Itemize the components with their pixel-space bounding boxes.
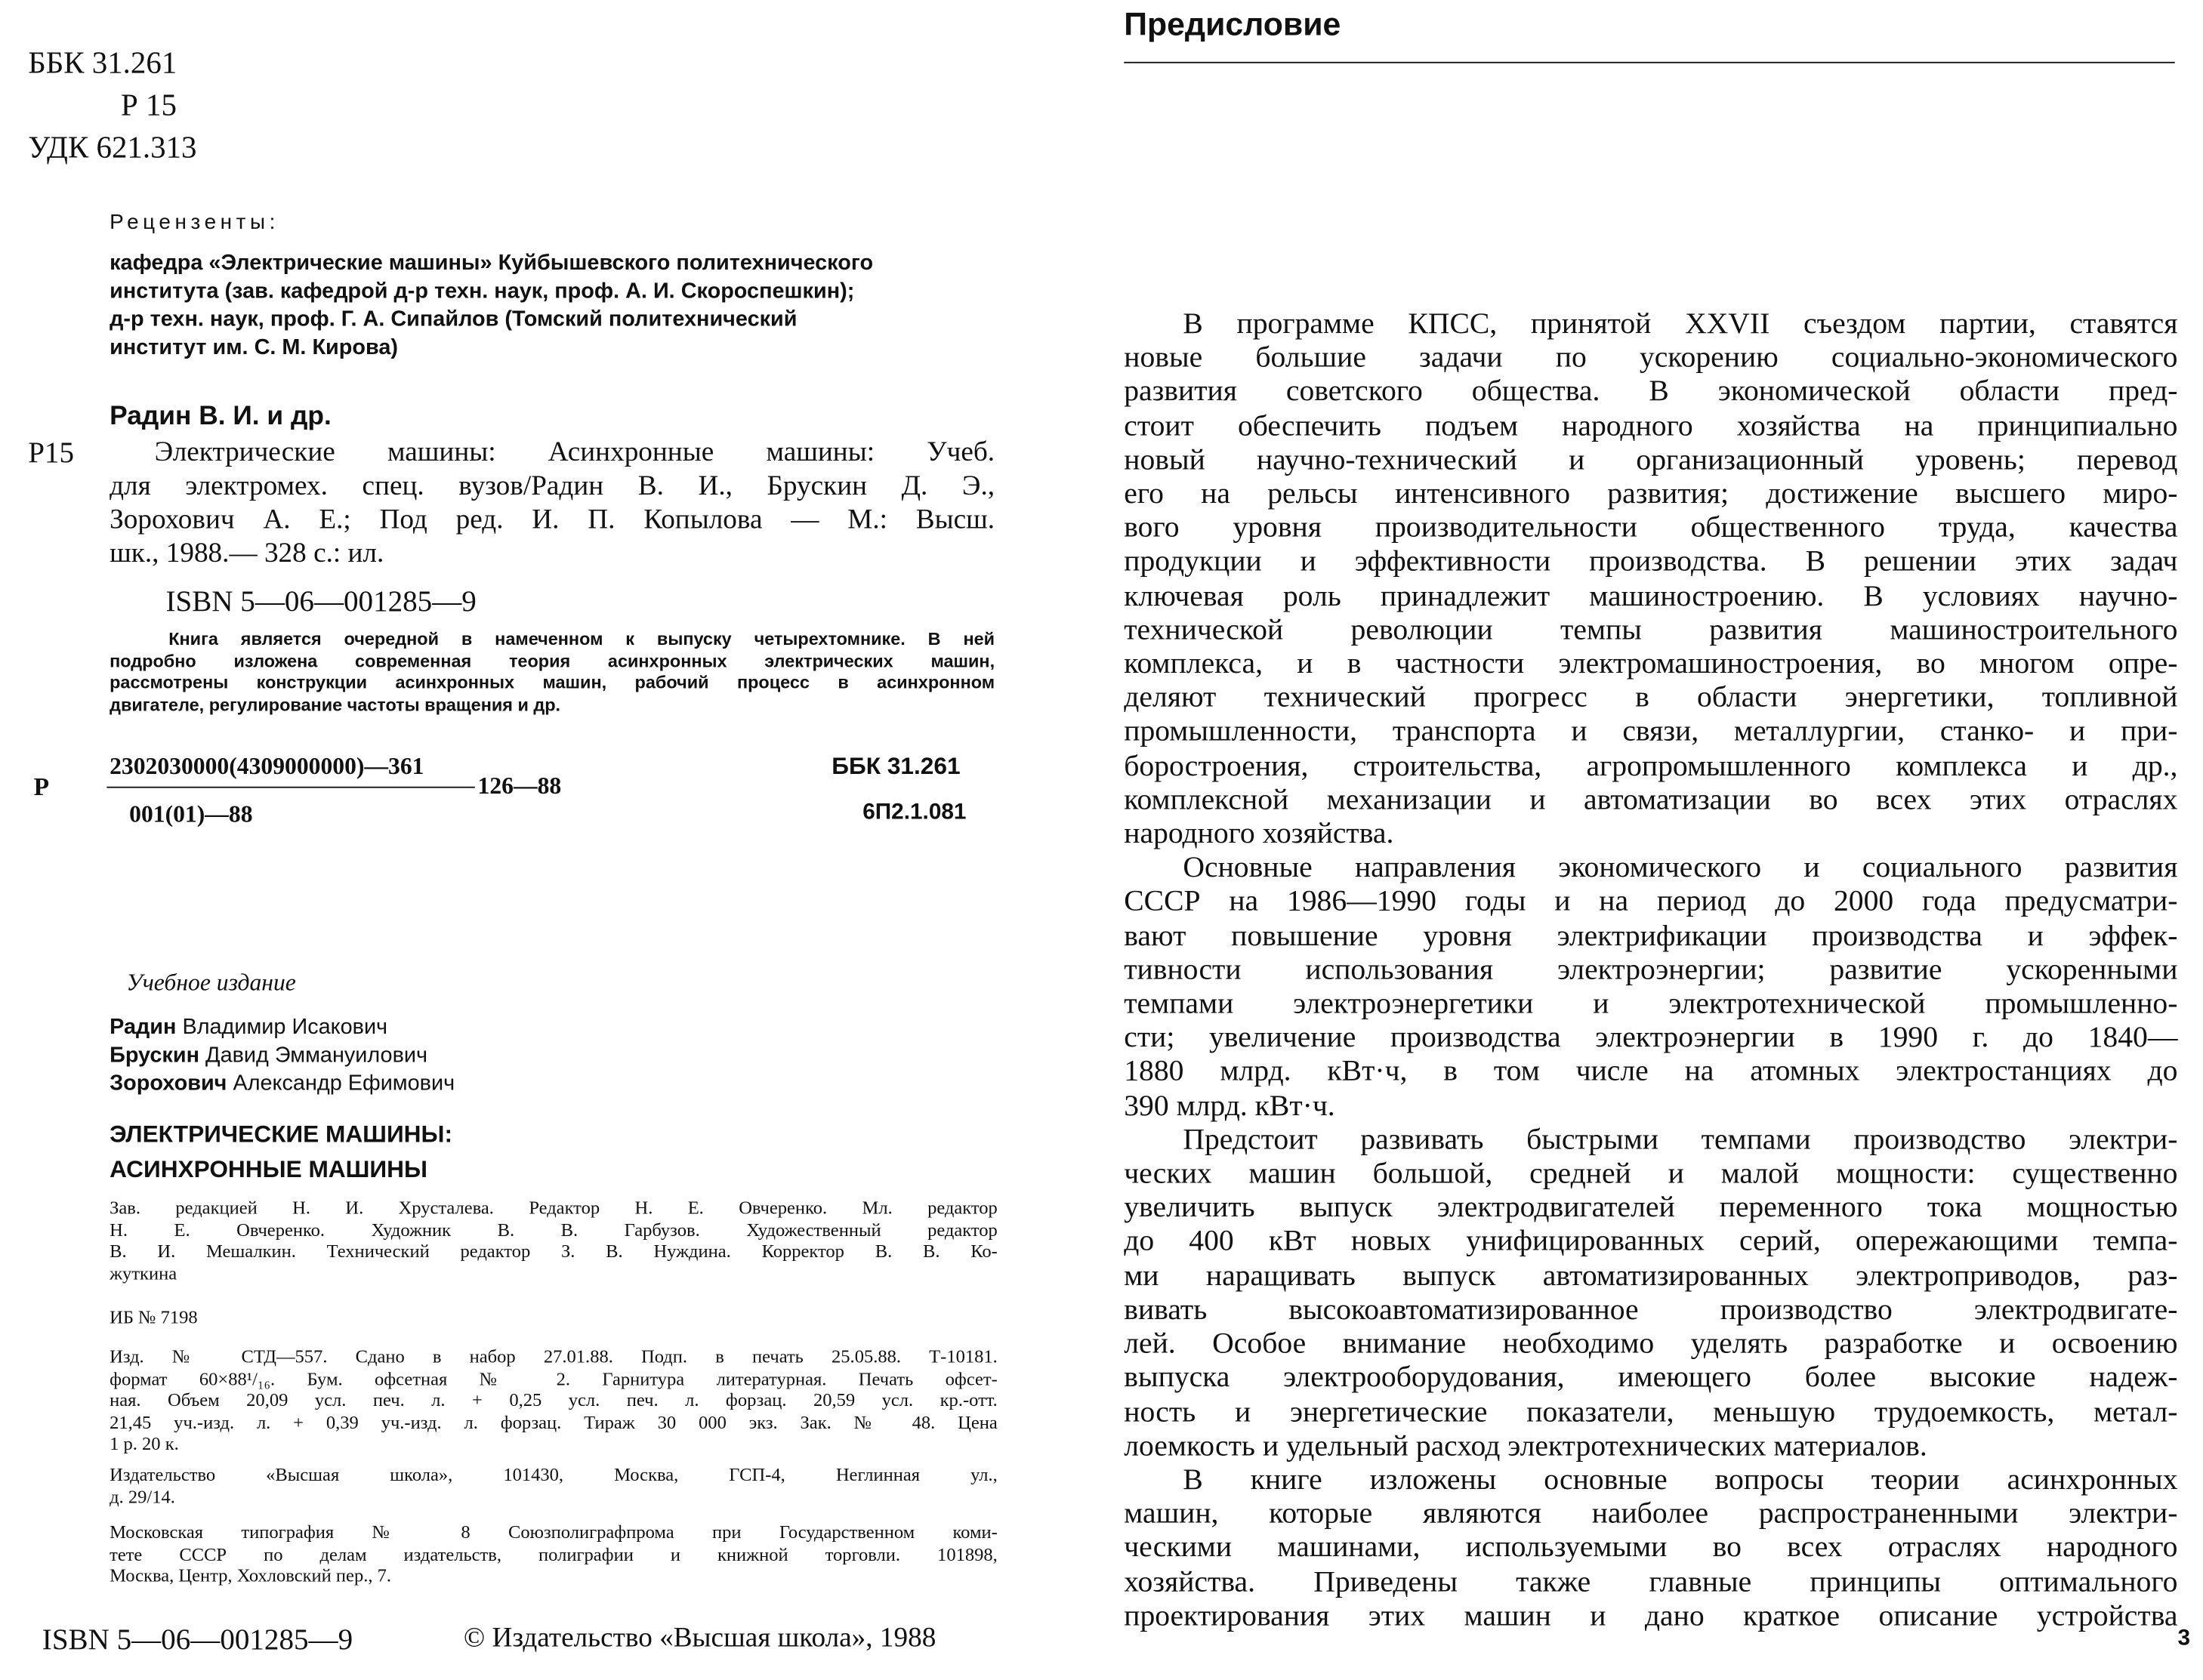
text-line: увеличить выпуск электродвигателей переменного тока мощностью bbox=[1124, 1190, 2178, 1224]
text-line: боростроения, строительства, агропромышленного комплекса и др., bbox=[1124, 748, 2178, 782]
index-suffix: 126—88 bbox=[477, 772, 562, 800]
author bbox=[110, 1042, 455, 1070]
text-line: рассмотрены конструкции асинхронных машин, рабочий процесс в асинхронном bbox=[110, 673, 995, 693]
text-line: двигателе, регулирование частоты вращения и др. bbox=[110, 694, 561, 714]
text-line: ная. Объем 20,09 усл. печ. л. + 0,25 усл. печ. л. форзац. 20,59 усл. кр.-отт. bbox=[110, 1389, 998, 1410]
text-line: формат 60×88¹/₁₆. Бум. офсетная № 2. Гарнитура литературная. Печать офсет- bbox=[110, 1367, 998, 1389]
ib-number: ИБ № 7198 bbox=[110, 1306, 198, 1327]
text-line: 1 р. 20 к. bbox=[110, 1432, 179, 1454]
text-line: д. 29/14. bbox=[110, 1485, 175, 1507]
index-numerator: 2302030000(4309000000)—361 bbox=[110, 753, 424, 780]
text-line: 390 млрд. кВт·ч. bbox=[1124, 1088, 1335, 1122]
text-line: Москва, Центр, Хохловский пер., 7. bbox=[110, 1564, 392, 1586]
author-surname: Радин bbox=[110, 1015, 177, 1040]
bibliographic-description bbox=[110, 436, 995, 571]
text-line: ческих машин большой, средней и малой мощности: существенно bbox=[1124, 1156, 2178, 1190]
text-line: 21,45 уч.-изд. л. + 0,39 уч.-изд. л. форзац. Тираж 30 000 экз. Зак. № 48. Цена bbox=[110, 1410, 998, 1432]
index-letter: Р bbox=[33, 772, 50, 801]
isbn: ISBN 5—06—001285—9 bbox=[165, 584, 477, 618]
text-line: вого уровня производительности общественного труда, качества bbox=[1124, 510, 2178, 544]
text-line: тете СССР по делам издательств, полиграфии и книжной торговли. 101898, bbox=[110, 1543, 998, 1564]
text-line: В программе КПСС, принятой XXVII съездом партии, ставятся bbox=[1183, 306, 2178, 341]
text-line: народного хозяйства. bbox=[1124, 815, 1394, 850]
author-name: Давид Эммануилович bbox=[205, 1043, 428, 1068]
text-line: комплекса, и в частности электромашиностроения, во многом опре- bbox=[1124, 646, 2178, 680]
author-name: Александр Ефимович bbox=[233, 1071, 455, 1096]
author bbox=[110, 1014, 455, 1042]
heading-rule bbox=[1124, 62, 2175, 63]
text-line: новый научно-технический и организационный уровень; перевод bbox=[1124, 442, 2178, 476]
text-line: вивать высокоавтоматизированное производство электродвигате- bbox=[1124, 1292, 2178, 1326]
author-name: Владимир Исакович bbox=[182, 1015, 388, 1040]
author-heading: Радин В. И. и др. bbox=[110, 402, 332, 432]
text-line: его на рельсы интенсивного развития; достижение высшего миро- bbox=[1124, 476, 2178, 510]
author bbox=[110, 1071, 455, 1099]
text-line: хозяйства. Приведены также главные принципы оптимального bbox=[1124, 1564, 2178, 1598]
text-line: до 400 кВт новых унифицированных серий, опережающими темпа- bbox=[1124, 1224, 2178, 1258]
printer-address bbox=[110, 1521, 998, 1587]
text-line: ность и энергетические показатели, меньшую трудоемкость, метал- bbox=[1124, 1394, 2178, 1428]
text-line: Основные направления экономического и социального развития bbox=[1183, 849, 2178, 884]
text-line: комплексной механизации и автоматизации во всех этих отраслях bbox=[1124, 781, 2178, 816]
text-line: лей. Особое внимание необходимо уделять разработке и освоению bbox=[1124, 1326, 2178, 1360]
credits bbox=[110, 1197, 998, 1284]
text-line: д-р техн. наук, проф. Г. А. Сипайлов (Томский политехнический bbox=[110, 307, 798, 332]
text-line: промышленности, транспорта и связи, металлургии, станко- и при- bbox=[1124, 714, 2178, 748]
text-line: вают повышение уровня электрификации производства и эффек- bbox=[1124, 917, 2178, 952]
copyright: © Издательство «Высшая школа», 1988 bbox=[463, 1622, 936, 1654]
text-line: ключевая роль принадлежит машиностроению. В условиях научно- bbox=[1124, 578, 2178, 612]
author-surname: Брускин bbox=[110, 1043, 200, 1068]
authors-list bbox=[110, 1014, 455, 1099]
text-line: Зорохович А. Е.; Под ред. И. П. Копылова — М.: Высш. bbox=[110, 504, 995, 535]
page-number: 3 bbox=[2177, 1626, 2191, 1651]
paragraph bbox=[1124, 850, 2177, 1122]
text-line: Московская типография № 8 Союзполиграфпрома при Государственном коми- bbox=[110, 1521, 998, 1543]
text-line: В. И. Мешалкин. Технический редактор З. В. Нуждина. Корректор В. В. Ко- bbox=[110, 1240, 998, 1262]
preface-body bbox=[1124, 307, 2177, 1632]
text-line: институт им. С. М. Кирова) bbox=[110, 335, 399, 360]
paragraph bbox=[1124, 1122, 2177, 1462]
text-line: 1880 млрд. кВт·ч, в том числе на атомных электростанциях до bbox=[1124, 1054, 2178, 1088]
chapter-heading: Предисловие bbox=[1124, 5, 1341, 42]
text-line: В книге изложены основные вопросы теории асинхронных bbox=[1183, 1462, 2178, 1497]
text-line: деляют технический прогресс в области энергетики, топливной bbox=[1124, 680, 2178, 714]
text-line: Н. Е. Овчеренко. Художник В. В. Гарбузов. Художественный редактор bbox=[110, 1218, 998, 1240]
text-line: сти; увеличение производства электроэнергии в 1990 г. до 1840— bbox=[1124, 1020, 2178, 1054]
text-line: стоит обеспечить подъем народного хозяйства на принципиально bbox=[1124, 408, 2178, 442]
text-line: для электромех. спец. вузов/Радин В. И., Брускин Д. Э., bbox=[110, 470, 995, 502]
text-line: тивности использования электроэнергии; развитие ускоренными bbox=[1124, 952, 2178, 986]
text-line: шк., 1988.— 328 с.: ил. bbox=[110, 538, 384, 569]
book-title bbox=[110, 1117, 452, 1187]
publisher-address bbox=[110, 1463, 998, 1507]
edition-type: Учебное издание bbox=[126, 969, 296, 996]
text-line: кафедра «Электрические машины» Куйбышевского политехнического bbox=[110, 251, 874, 276]
text-line: выпуска электрооборудования, имеющего более высокие надеж- bbox=[1124, 1360, 2178, 1394]
text-line: ми наращивать выпуск автоматизированных электроприводов, раз- bbox=[1124, 1258, 2178, 1292]
index-code: 6П2.1.081 bbox=[862, 800, 967, 825]
call-mark: Р15 bbox=[28, 435, 75, 470]
text-line: Изд. № СТД—557. Сдано в набор 27.01.88. Подп. в печать 25.05.88. Т-10181. bbox=[110, 1346, 998, 1367]
text-line: Предстоит развивать быстрыми темпами производство электри- bbox=[1183, 1122, 2178, 1156]
fraction-line bbox=[106, 787, 474, 788]
index-bbk: ББК 31.261 bbox=[832, 753, 961, 780]
udk-code: УДК 621.313 bbox=[28, 129, 197, 165]
text-line: ческими машинами, используемыми во всех отраслях народного bbox=[1124, 1530, 2178, 1564]
text-line: новые большие задачи по ускорению социально-экономического bbox=[1124, 340, 2178, 375]
text-line: темпами электроэнергетики и электротехнической промышленно- bbox=[1124, 986, 2178, 1020]
annotation bbox=[110, 629, 995, 716]
text-line: жуткина bbox=[110, 1262, 177, 1284]
author-surname: Зорохович bbox=[110, 1071, 227, 1096]
bbk-code: ББК 31.261 bbox=[28, 45, 177, 81]
text-line: Книга является очередной в намеченном к выпуску четырехтомнике. В ней bbox=[168, 629, 995, 649]
text-line: института (зав. кафедрой д-р техн. наук, проф. А. И. Скороспешкин); bbox=[110, 279, 855, 304]
text-line: развития советского общества. В экономической области пред- bbox=[1124, 374, 2178, 408]
text-line: машин, которые являются наиболее распространенными электри- bbox=[1124, 1496, 2178, 1530]
r-code: Р 15 bbox=[120, 87, 177, 122]
text-line: технической революции темпы развития машиностроительного bbox=[1124, 612, 2178, 646]
index-denominator: 001(01)—88 bbox=[129, 800, 253, 828]
footer-isbn: ISBN 5—06—001285—9 bbox=[42, 1622, 353, 1657]
paragraph bbox=[1124, 307, 2177, 850]
book-title-line: АСИНХРОННЫЕ МАШИНЫ bbox=[110, 1156, 427, 1183]
imprint bbox=[110, 1346, 998, 1454]
reviewers-block bbox=[110, 250, 1009, 362]
book-title-line: ЭЛЕКТРИЧЕСКИЕ МАШИНЫ: bbox=[110, 1121, 453, 1148]
text-line: Издательство «Высшая школа», 101430, Москва, ГСП-4, Неглинная ул., bbox=[110, 1463, 998, 1485]
paragraph bbox=[1124, 1462, 2177, 1632]
text-line: СССР на 1986—1990 годы и на период до 2000 года предусматри- bbox=[1124, 883, 2178, 918]
text-line: подробно изложена современная теория асинхронных электрических машин, bbox=[110, 651, 995, 671]
text-line: Зав. редакцией Н. И. Хрусталева. Редактор Н. Е. Овчеренко. Мл. редактор bbox=[110, 1196, 998, 1218]
text-line: лоемкость и удельный расход электротехнических материалов. bbox=[1124, 1428, 1927, 1463]
reviewers-heading: Рецензенты: bbox=[110, 211, 279, 235]
text-line: проектирования этих машин и дано краткое описание устройства bbox=[1124, 1598, 2178, 1632]
text-line: Электрические машины: Асинхронные машины: Учеб. bbox=[154, 436, 995, 468]
text-line: продукции и эффективности производства. В решении этих задач bbox=[1124, 544, 2178, 578]
